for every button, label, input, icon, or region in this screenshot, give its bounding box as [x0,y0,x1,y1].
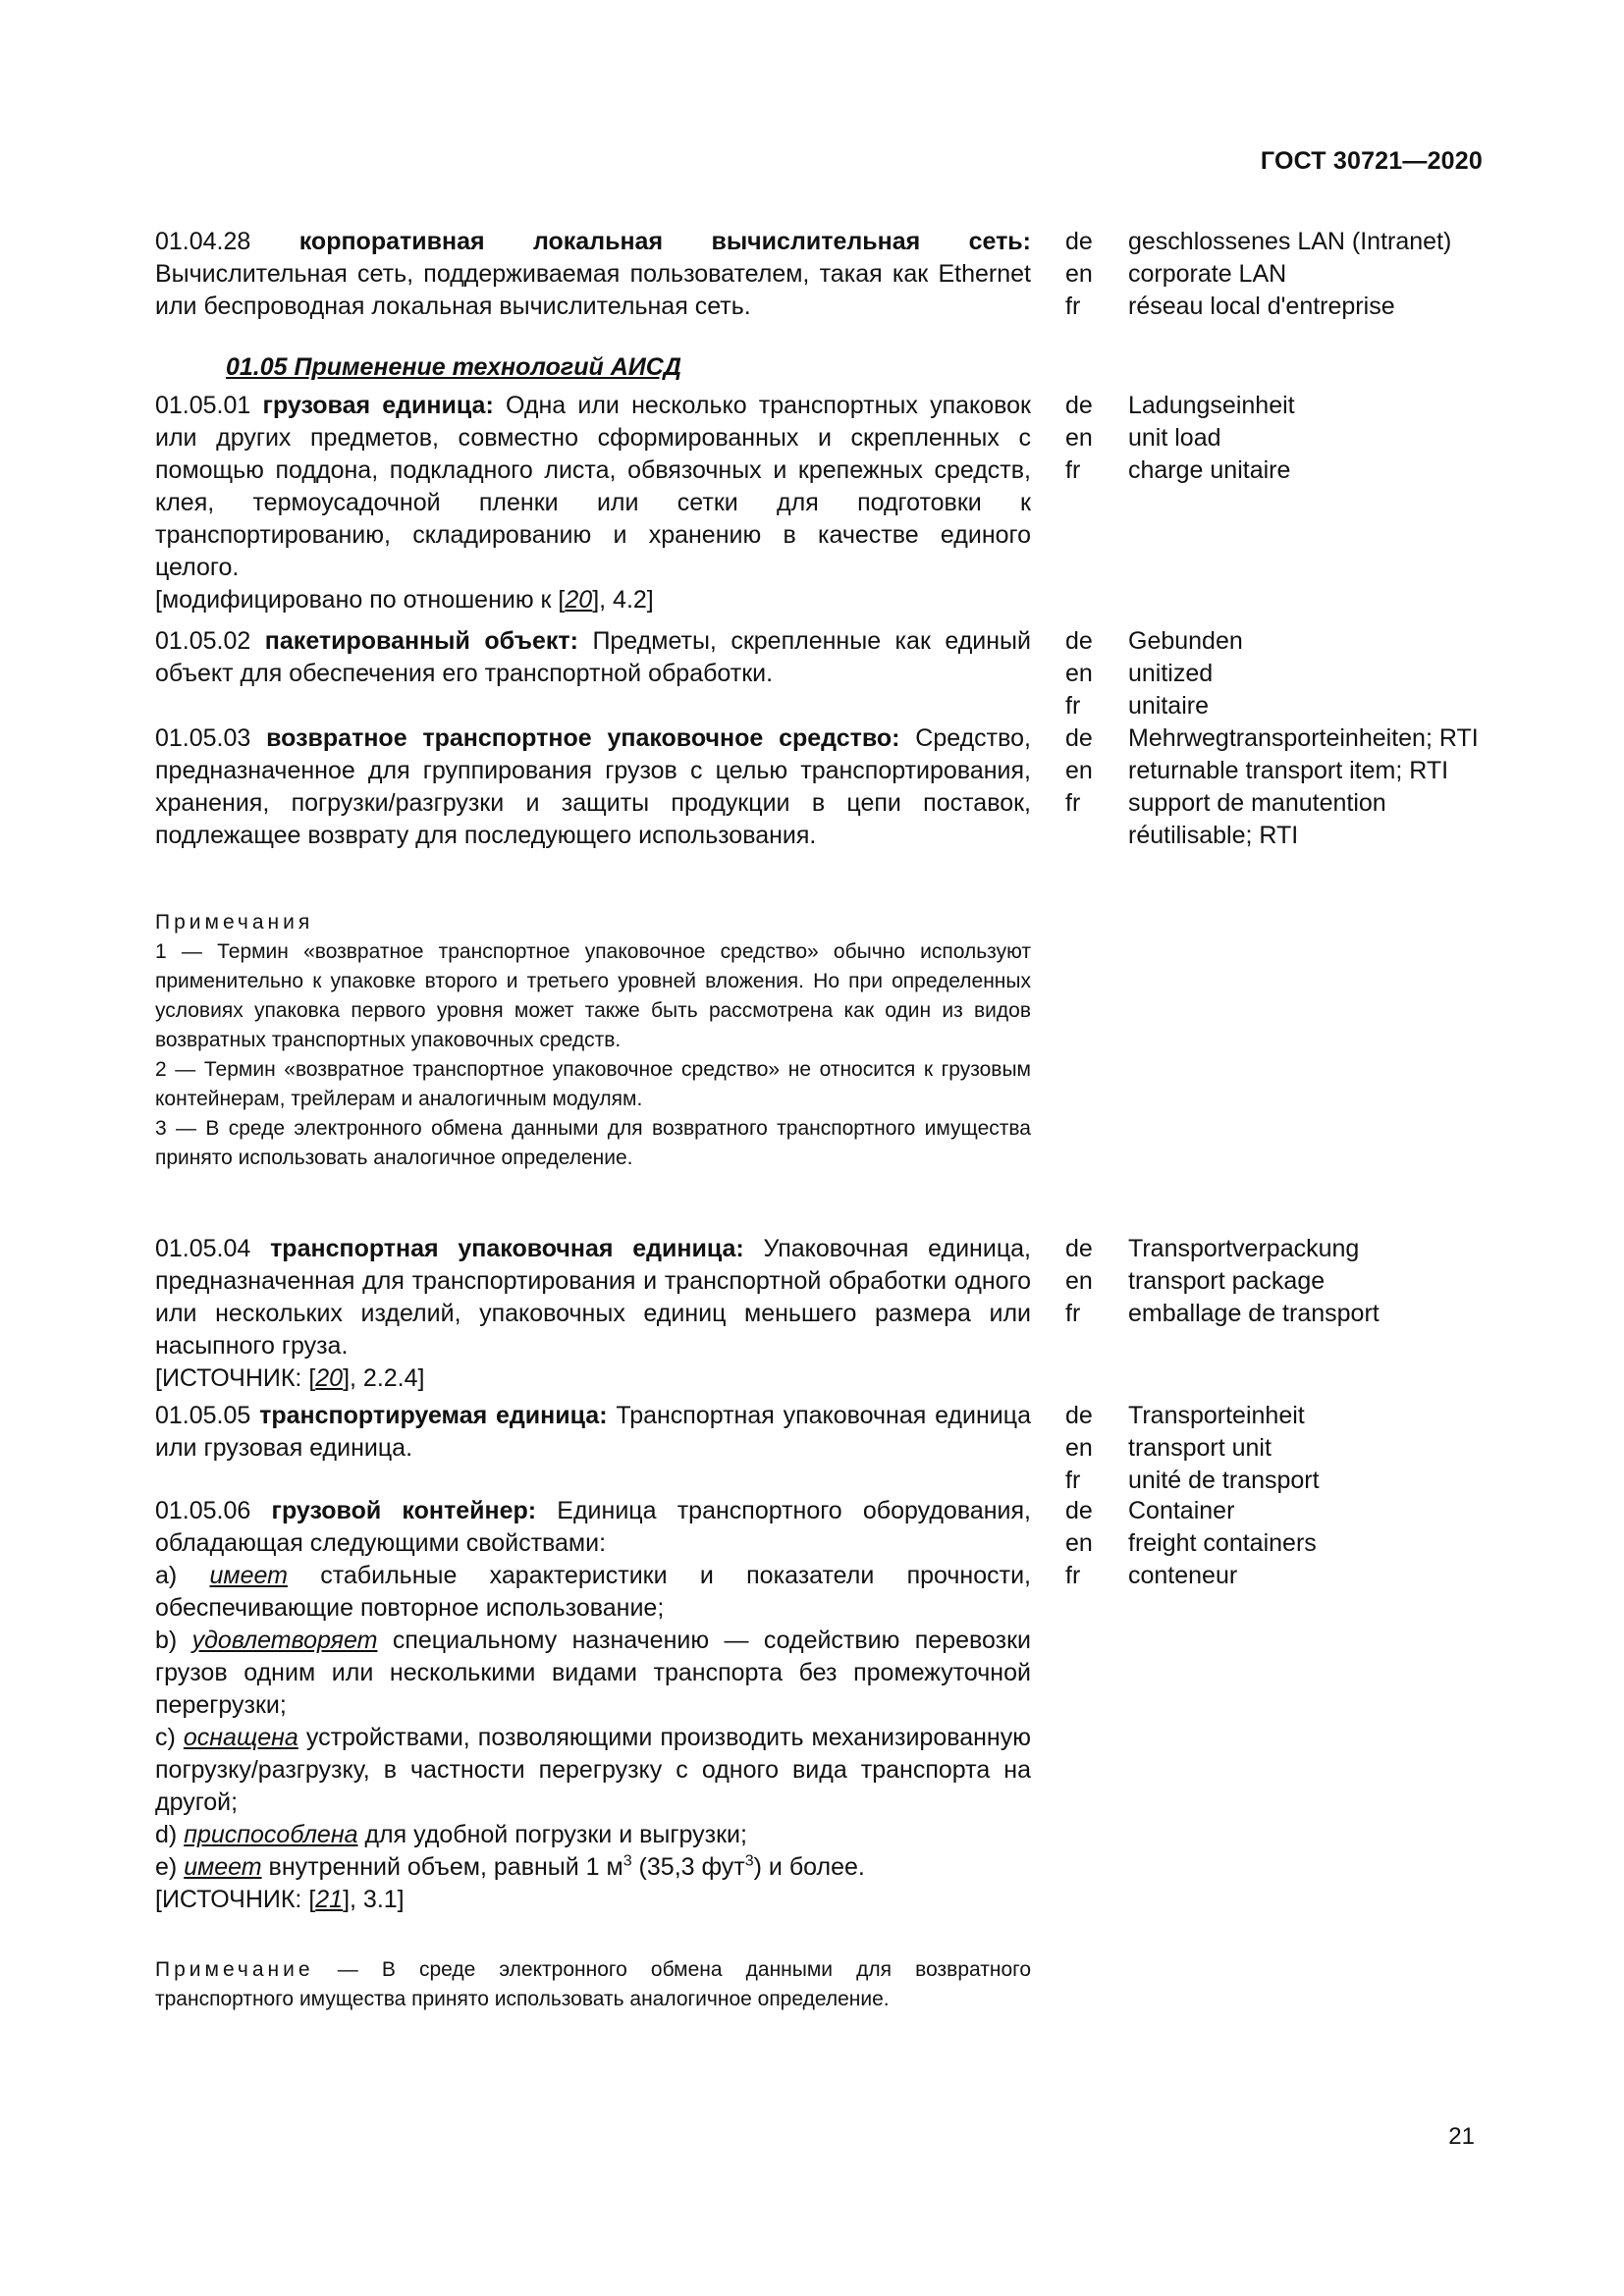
translation-de: de Transporteinheit [1065,1402,1305,1429]
list-item-c: c) оснащена устройствами, позволяющими производить механизированную погрузку/разгрузку, в частности перегрузку с одного вида транспорта на другой; [155,1724,1031,1816]
term-entry-01-05-05 [155,1400,1031,1465]
translation-fr: fr conteneur [1065,1562,1238,1589]
term-source: [ИСТОЧНИК: [21], 3.1] [155,1886,405,1913]
translations-01-05-06 [1065,1495,1497,1592]
translation-fr: fr réseau local d'entreprise [1065,293,1395,320]
term-name: транспортируемая единица: [259,1402,608,1429]
term-entry-01-05-06 [155,1495,1031,1916]
translation-fr: fr support de manutention réutilisable; RTI [1065,789,1386,849]
reference-link[interactable]: 21 [315,1886,344,1913]
translations-01-05-02 [1065,625,1497,722]
translation-en: en transport package [1065,1267,1326,1295]
note-2: 2 — Термин «возвратное транспортное упаковочное средство» не относится к грузовым контейнерам, трейлерам и аналогичным модулям. [155,1058,1031,1110]
translation-fr: fr emballage de transport [1065,1300,1380,1327]
term-entry-01-05-01 [155,390,1031,616]
translation-de: de geschlossenes LAN (Intranet) [1065,228,1452,255]
term-definition: Упаковочная единица, предназначенная для транспортирования и транспортной обработки одного или нескольких изделий, упаковочных единиц меньшего размера или насыпного груза. [155,1235,1032,1360]
note-1: 1 — Термин «возвратное транспортное упаковочное средство» обычно используют применительно к упаковке второго и третьего уровней вложения. Но при определенных условиях упаковка первого уровня может также быть рассмотрена как один из видов возвратных транспортных упаковочных средств. [155,940,1031,1051]
translations-01-05-05 [1065,1400,1497,1497]
term-number: 01.05.01 [155,392,251,419]
list-item-d: d) приспособлена для удобной погрузки и выгрузки; [155,1821,747,1848]
translation-en: en unit load [1065,424,1221,452]
translation-de: de Gebunden [1065,627,1243,655]
translation-en: en freight containers [1065,1529,1317,1557]
translations-01-05-04 [1065,1233,1497,1330]
translation-fr: fr charge unitaire [1065,456,1291,484]
term-entry-01-05-04 [155,1233,1031,1395]
term-number: 01.05.05 [155,1402,251,1429]
term-entry-01-05-03 [155,722,1031,852]
term-name: пакетированный объект: [264,627,578,655]
translations-01-05-03 [1065,722,1497,852]
term-number: 01.04.28 [155,228,251,255]
translation-de: de Container [1065,1497,1235,1524]
notes-title: Примечания [155,911,314,934]
term-number: 01.05.04 [155,1235,251,1262]
list-item-e: e) имеет внутренний объем, равный 1 $м^3$ (35,3 фут$^3$) и более. [155,1852,865,1881]
term-source: [модифицировано по отношению к [20], 4.2] [155,586,654,614]
term-number: 01.05.02 [155,627,251,655]
note-text: — В среде электронного обмена данными для возвратного транспортного имущества принято использовать аналогичное определение. [155,1958,1031,2010]
list-item-b: b) удовлетворяет специальному назначению — содействию перевозки грузов одним или несколькими видами транспорта без промежуточной перегрузки; [155,1627,1031,1719]
translation-fr: fr unité de transport [1065,1467,1320,1494]
document-header: ГОСТ 30721—2020 [1260,147,1483,175]
term-definition: Одна или несколько транспортных упаковок или других предметов, совместно сформированных и скрепленных с помощью поддона, подкладного листа, обвязочных и крепежных средств, клея, термоусадочной пленки или сетки для подготовки к транспортированию, складированию и хранению в качестве единого целого. [155,392,1031,581]
term-name: грузовой контейнер: [271,1497,537,1524]
term-definition: Транспортная упаковочная единица или грузовая единица. [155,1402,1031,1462]
translations-01-04-28 [1065,226,1497,323]
translation-fr: fr unitaire [1065,692,1209,720]
term-number: 01.05.03 [155,724,251,752]
translation-de: de Mehrwegtransporteinheiten; RTI [1065,724,1479,752]
note-01-05-06 [155,1955,1031,2014]
list-item-a: a) имеет стабильные характеристики и показатели прочности, обеспечивающие повторное использование; [155,1562,1031,1622]
translation-en: en returnable transport item; RTI [1065,757,1449,784]
term-entry-01-04-28 [155,226,1031,323]
term-name: грузовая единица: [262,392,494,419]
reference-link[interactable]: 20 [565,586,593,614]
term-definition: Предметы, скрепленные как единый объект для обеспечения его транспортной обработки. [155,627,1031,687]
translation-en: en transport unit [1065,1434,1272,1462]
term-entry-01-05-02 [155,625,1031,690]
notes-01-05-03 [155,908,1031,1173]
translation-en: en corporate LAN [1065,260,1287,288]
reference-link[interactable]: 20 [315,1364,344,1392]
term-name: корпоративная локальная вычислительная сеть: [298,228,1032,255]
term-name: транспортная упаковочная единица: [270,1235,744,1262]
term-number: 01.05.06 [155,1497,251,1524]
term-name: возвратное транспортное упаковочное средство: [266,724,900,752]
translations-01-05-01 [1065,390,1497,487]
note-label: Примечание [155,1958,314,1981]
section-title: 01.05 Применение технологий АИСД [226,353,681,381]
note-3: 3 — В среде электронного обмена данными для возвратного транспортного имущества принято использовать аналогичное определение. [155,1117,1031,1169]
translation-de: de Ladungseinheit [1065,392,1295,419]
page-number: 21 [1448,2123,1475,2150]
translation-en: en unitized [1065,660,1214,687]
term-definition: Средство, предназначенное для группирования грузов с целью транспортирования, хранения, погрузки/разгрузки и защиты продукции в цепи поставок, подлежащее возврату для последующего использования. [155,724,1031,849]
translation-de: de Transportverpackung [1065,1235,1360,1262]
term-definition: Вычислительная сеть, поддерживаемая пользователем, такая как Ethernet или беспроводная локальная вычислительная сеть. [155,260,1031,320]
term-definition: Единица транспортного оборудования, обладающая следующими свойствами: [155,1497,1031,1557]
term-source: [ИСТОЧНИК: [20], 2.2.4] [155,1364,425,1392]
